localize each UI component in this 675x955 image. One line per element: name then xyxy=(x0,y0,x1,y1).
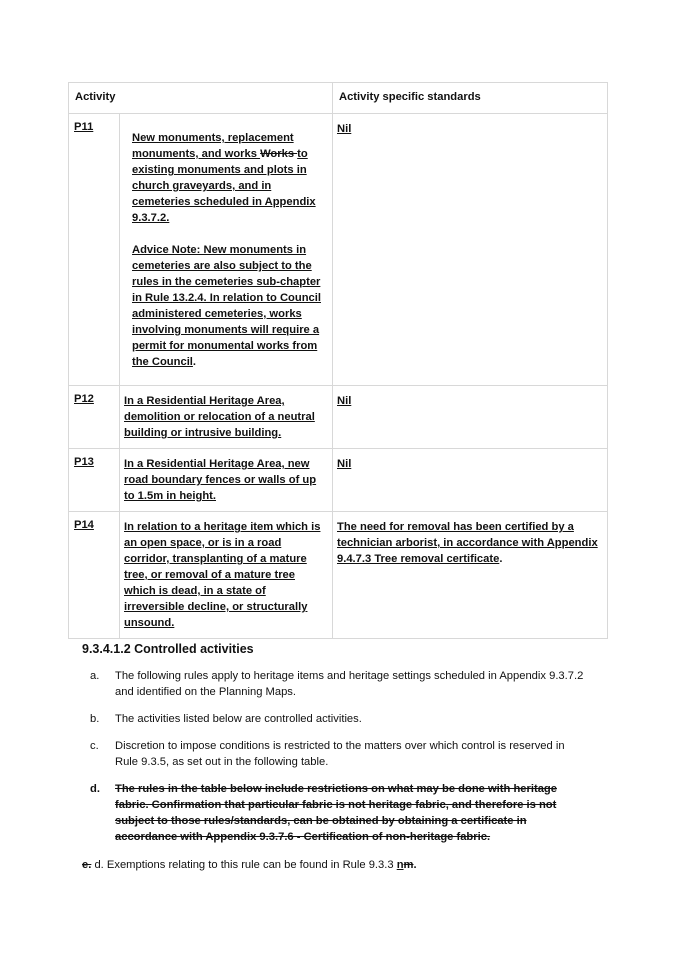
standard-text: Nil xyxy=(333,449,608,512)
activity-deleted: Works xyxy=(260,148,298,160)
standard-inserted: The need for removal has been certified by a technician arborist, in accordance with Appendix 9.4.7.3 Tree removal certificate xyxy=(337,521,598,565)
punct: . xyxy=(192,356,197,368)
standard-text xyxy=(333,512,608,639)
list-marker: d. xyxy=(90,783,100,795)
rule-code: P11 xyxy=(69,114,120,386)
table-row xyxy=(69,512,608,639)
header-standards: Activity specific standards xyxy=(333,83,608,114)
punct: . xyxy=(499,553,503,565)
activity-text: In a Residential Heritage Area, new road boundary fences or walls of up to 1.5m in height. xyxy=(120,449,333,512)
table-header-row xyxy=(69,83,608,114)
punct: . xyxy=(413,859,417,871)
rule-code: P14 xyxy=(69,512,120,639)
inserted-text: n xyxy=(396,859,404,871)
list-text: The following rules apply to heritage items and heritage settings scheduled in Appendix 9.3.7.2 and identified on the Planning Maps. xyxy=(115,670,584,698)
activity-text xyxy=(120,114,333,386)
permitted-activities-table xyxy=(68,82,608,639)
rule-code: P12 xyxy=(69,386,120,449)
activity-inserted: to existing monuments and plots in church graveyards, and in cemeteries scheduled in Appendix 9.3.7.2. xyxy=(132,148,316,224)
list-marker: c. xyxy=(90,740,99,752)
list-item xyxy=(90,668,590,700)
list-marker: a. xyxy=(90,670,100,682)
list-marker: b. xyxy=(90,713,100,725)
activity-text: In a Residential Heritage Area, demolition or relocation of a neutral building or intrusive building. xyxy=(120,386,333,449)
list-text: The activities listed below are controlled activities. xyxy=(115,713,362,725)
header-activity: Activity xyxy=(69,83,333,114)
list-marker-deleted: e. xyxy=(82,859,92,871)
deleted-text: m xyxy=(403,859,414,871)
table-row xyxy=(69,386,608,449)
list-text: Discretion to impose conditions is restricted to the matters over which control is reserved in Rule 9.3.5, as set out in the following table. xyxy=(115,740,565,768)
rule-code: P13 xyxy=(69,449,120,512)
list-item xyxy=(90,738,590,770)
list-text: The rules in the table below include restrictions on what may be done with heritage fabric. Confirmation that particular fabric is not heritage fabric, and therefore is not subject to those rules/standards, can be obtained by obtaining a certificate in accordance with Appendix 9.3.7.6 - Certification of non-heritage fabric. xyxy=(115,783,557,843)
list-text: Exemptions relating to this rule can be found in Rule 9.3.3 xyxy=(106,859,397,871)
list-item xyxy=(82,857,582,873)
standard-text: Nil xyxy=(333,114,608,386)
activity-inserted: New monuments, replacement monuments, and works xyxy=(132,132,294,160)
standard-text: Nil xyxy=(333,386,608,449)
table-row xyxy=(69,449,608,512)
list-item-deleted xyxy=(90,781,590,845)
list-item xyxy=(90,711,590,727)
activity-text: In relation to a heritage item which is an open space, or is in a road corridor, transplanting of a mature tree, or removal of a mature tree which is dead, in a state of irreversible decline, or structurally unsound. xyxy=(120,512,333,639)
advice-note: Advice Note: New monuments in cemeteries are also subject to the rules in the cemeteries sub-chapter in Rule 13.2.4. In relation to Council administered cemeteries, works involving monuments will require a permit for monumental works from the Council xyxy=(132,244,321,368)
table-row xyxy=(69,114,608,386)
section-heading: 9.3.4.1.2 Controlled activities xyxy=(82,642,254,656)
list-marker: d. xyxy=(91,859,107,871)
